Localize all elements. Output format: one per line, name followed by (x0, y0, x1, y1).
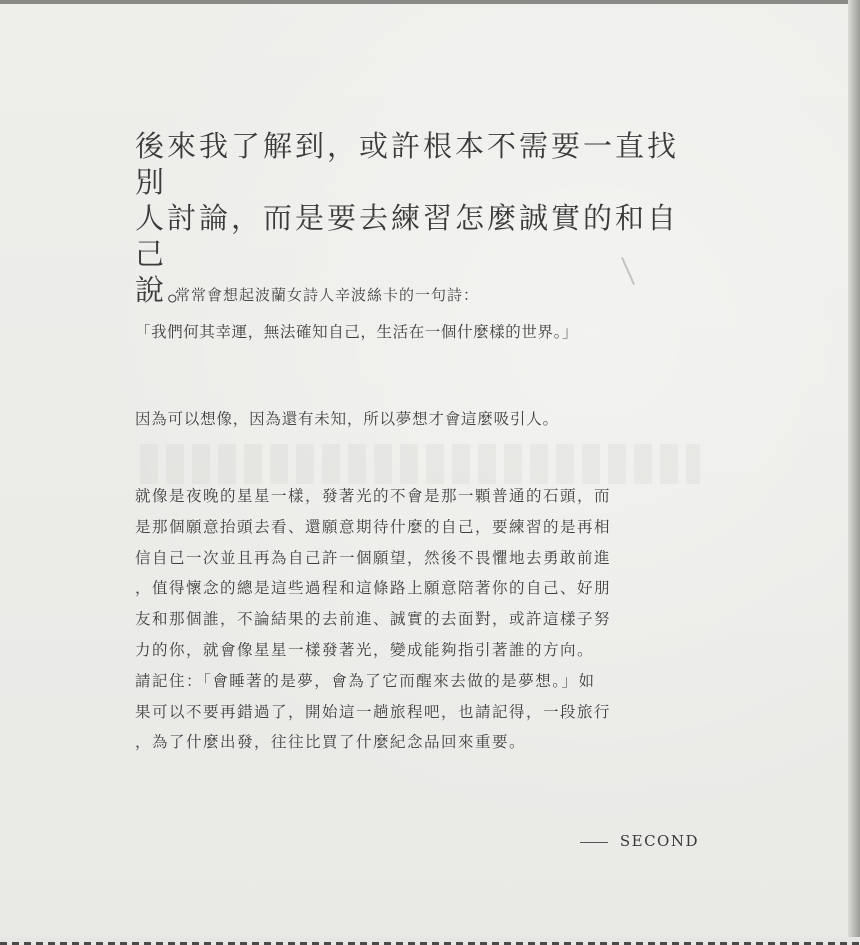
heading-line: 後來我了解到，或許根本不需要一直找別 (135, 129, 680, 199)
paragraph-line: 是那個願意抬頭去看、還願意期待什麼的自己，要練習的是再相 (135, 517, 612, 536)
paragraph-line: 力的你，就會像星星一樣發著光，變成能夠指引著誰的方向。 (135, 640, 595, 659)
heading-line: 說。 (135, 273, 200, 307)
signature-dash (580, 842, 608, 843)
paragraph-line: 就像是夜晚的星星一樣，發著光的不會是那一顆普通的石頭，而 (135, 487, 612, 505)
heading-line: 人討論，而是要去練習怎麼誠實的和自己 (135, 201, 680, 271)
paragraph-stars (135, 481, 705, 758)
quote-intro: 常常會想起波蘭女詩人辛波絲卡的一句詩： (175, 286, 480, 304)
paragraph-line: ，為了什麼出發，往往比買了什麼紀念品回來重要。 (135, 733, 527, 752)
paragraph-line: 請記住：「會睡著的是夢，會為了它而醒來去做的是夢想。」如 (135, 671, 596, 690)
author-signature (580, 832, 699, 850)
paragraph-line: 信自己一次並且再為自己許一個願望，然後不畏懼地去勇敢前進 (135, 548, 612, 567)
show-through-text (140, 444, 700, 484)
paragraph-line: 果可以不要再錯過了，開始這一趟旅程吧，也請記得，一段旅行 (135, 702, 612, 721)
paragraph-imagination: 因為可以想像，因為還有未知，所以夢想才會這麼吸引人。 (135, 410, 559, 428)
poem-quote: 「我們何其幸運，無法確知自己，生活在一個什麼樣的世界。」 (135, 323, 579, 341)
page-heading (135, 128, 705, 308)
paragraph-line: 友和那個誰，不論結果的去前進、誠實的去面對，或許這樣子努 (135, 610, 612, 629)
book-page (0, 4, 848, 939)
page-edge-shadow (848, 0, 860, 945)
paragraph-line: ，值得懷念的總是這些過程和這條路上願意陪著你的自己、好朋 (135, 579, 612, 598)
signature-name: SECOND (619, 832, 699, 850)
